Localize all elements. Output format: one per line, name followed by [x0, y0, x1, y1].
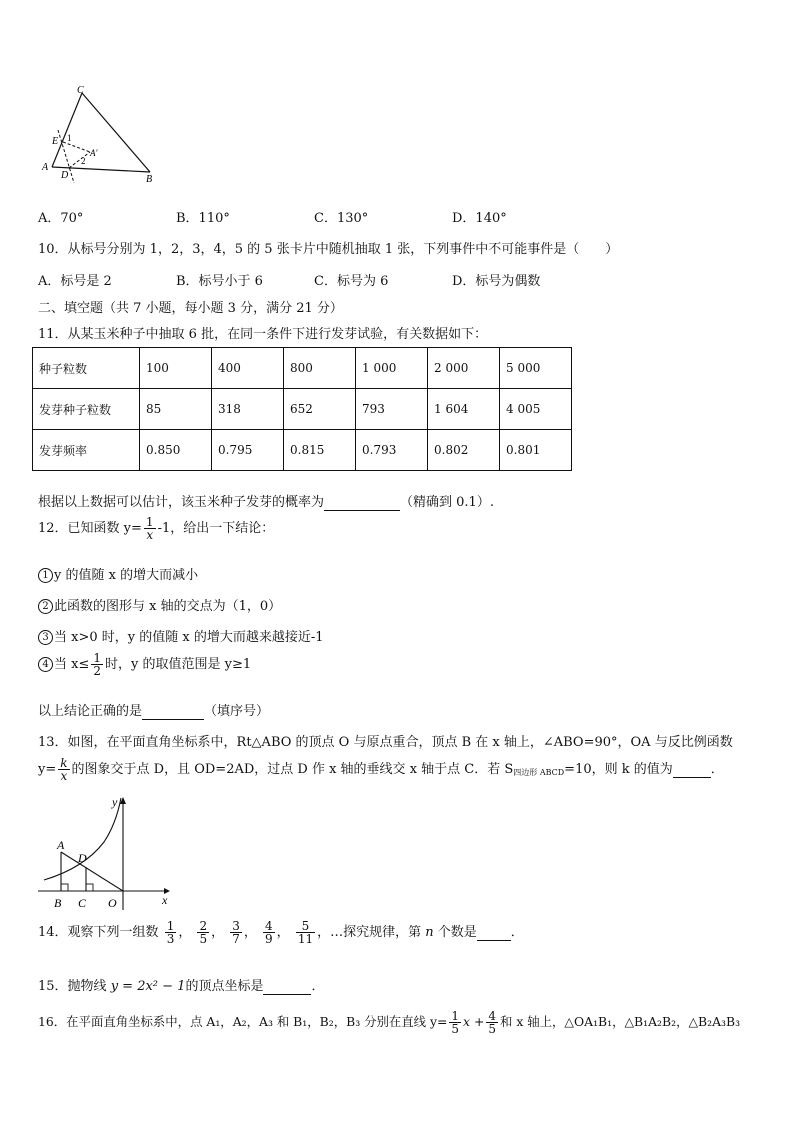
q10-option-c[interactable]: C．标号为 6 [314, 274, 389, 289]
table-cell: 652 [284, 389, 356, 430]
q15-answer-blank[interactable] [263, 979, 311, 995]
table-cell: 2 000 [428, 348, 500, 389]
fraction-numerator: 1 [145, 515, 154, 529]
q16-x-plus: x + [463, 1014, 485, 1029]
q14-text-mid: ，…探究规律，第 [317, 925, 422, 940]
q16-fraction-1 [449, 1010, 461, 1035]
q10-option-d[interactable]: D．标号为偶数 [452, 274, 541, 289]
table-cell: 100 [140, 348, 212, 389]
q12-conclusion-1 [38, 564, 198, 583]
side-ca [52, 93, 82, 167]
table-cell: 0.815 [284, 430, 356, 471]
q13-line-1: 13．如图，在平面直角坐标系中，Rt△ABO 的顶点 O 与原点重合，顶点 B 在 x 轴上，∠ABO=90°，OA 与反比例函数 [38, 735, 733, 750]
fraction-numerator: 1 [93, 651, 101, 665]
q15-line [38, 975, 324, 995]
label-a: A [57, 838, 65, 852]
fraction-denominator: x [146, 528, 154, 542]
label-o: O [108, 896, 117, 910]
q12-conclusion-3 [38, 626, 324, 645]
label-b: B [54, 896, 62, 910]
fraction-denominator: 3 [166, 932, 175, 946]
fold-ea-prime [63, 142, 90, 152]
circled-number: 4 [38, 657, 53, 672]
label-angle-1: 1 [67, 133, 72, 143]
q14-fraction [263, 920, 275, 945]
q12-stem-text-end: -1，给出一下结论： [157, 521, 275, 536]
q12-answer-line [38, 700, 269, 720]
fraction-denominator: 5 [199, 932, 208, 946]
table-cell: 4 005 [500, 389, 572, 430]
table-row [33, 389, 572, 430]
q13-text-mid: 的图象交于点 D，且 OD=2AD，过点 D 作 x 轴的垂线交 x 轴于点 C．若 S [71, 762, 514, 777]
label-a: A [42, 162, 49, 173]
q15-formula: y = 2x² − 1 [110, 979, 186, 994]
q16-line [38, 1010, 740, 1035]
side-cb [82, 93, 150, 172]
q16-text: 16．在平面直角坐标系中，点 A₁，A₂，A₃ 和 B₁，B₂，B₃ 分别在直线 y= [38, 1014, 448, 1029]
conclusion-text-end: 时，y 的取值范围是 y≥1 [105, 657, 252, 672]
q9-option-a[interactable]: A．70° [38, 211, 84, 226]
table-row [33, 430, 572, 471]
fraction-numerator: k [60, 756, 68, 770]
q14-answer-blank[interactable] [477, 925, 511, 941]
label-y: y [112, 795, 118, 809]
table-cell: 0.850 [140, 430, 212, 471]
fraction-numerator: 2 [199, 919, 208, 933]
conclusion-text: 当 x>0 时，y 的值随 x 的增大而越来越接近-1 [54, 630, 324, 645]
right-angle-b [61, 884, 68, 891]
fraction-numerator: 3 [232, 919, 240, 933]
table-cell: 793 [356, 389, 428, 430]
label-d: D [61, 170, 69, 181]
triangle-figure [38, 84, 158, 186]
label-c: C [78, 896, 87, 910]
fraction-denominator: x [60, 769, 68, 783]
q11-answer-blank[interactable] [324, 495, 400, 511]
q14-text-post: 个数是 [437, 925, 477, 940]
fraction-numerator: 4 [265, 919, 273, 933]
table-cell: 0.793 [356, 430, 428, 471]
label-x: x [162, 893, 168, 907]
q9-option-d[interactable]: D．140° [452, 211, 507, 226]
q13-line-2 [38, 757, 724, 782]
table-cell: 0.801 [500, 430, 572, 471]
section-title: 二、填空题（共 7 小题，每小题 3 分，满分 21 分） [38, 301, 343, 316]
fraction-numerator: 4 [488, 1009, 496, 1023]
q12-conclusion-2 [38, 595, 281, 614]
q9-option-b[interactable]: B．110° [176, 211, 230, 226]
q16-text-post: 和 x 轴上，△OA₁B₁，△B₁A₂B₂，△B₂A₃B₃ [500, 1014, 741, 1029]
fraction-denominator: 11 [297, 932, 314, 946]
table-cell: 1 604 [428, 389, 500, 430]
q14-fraction [197, 920, 209, 945]
q12-c4-fraction [91, 652, 103, 677]
segment-ao [61, 852, 123, 891]
q15-text-end: ． [311, 979, 325, 994]
q14-fraction [165, 920, 177, 945]
table-cell: 400 [212, 348, 284, 389]
q12-fraction [144, 516, 156, 541]
q11-answer-text: 根据以上数据可以估计，该玉米种子发芽的概率为 [38, 495, 325, 510]
q12-stem-text: 12．已知函数 y= [38, 521, 142, 536]
hyperbola-curve [44, 798, 121, 880]
q14-variable-n: n [425, 925, 434, 940]
coordinate-figure [34, 792, 182, 912]
q11-answer-line [38, 491, 494, 511]
fraction-denominator: 5 [488, 1022, 496, 1036]
q14-line: 14．观察下列一组数 $\frac{1}{3}$ ， $\frac{2}{5}$ ， $\frac{3}{7}$ ， $\frac{4}{9}$ ， $\frac{5}{11}$ ，…探究规律，第 n 个数是 ． [38, 919, 524, 946]
q9-option-c[interactable]: C．130° [314, 211, 369, 226]
q13-answer-blank[interactable] [673, 762, 711, 778]
q15-text-mid: 的顶点坐标是 [185, 979, 264, 994]
label-a-prime: A′ [90, 148, 98, 158]
q14-text-end: ． [510, 925, 524, 940]
table-cell: 800 [284, 348, 356, 389]
q13-subscript: 四边形 ABCD [513, 768, 565, 777]
circled-number: 3 [38, 630, 53, 645]
table-cell: 种子粒数 [33, 348, 140, 389]
q12-answer-blank[interactable] [142, 704, 204, 720]
germination-table [32, 347, 572, 471]
conclusion-text: y 的值随 x 的增大而减小 [54, 568, 199, 583]
circled-number: 2 [38, 599, 53, 614]
q12-answer-text: 以上结论正确的是 [38, 704, 143, 719]
q13-text-post: =10，则 k 的值为 [564, 762, 673, 777]
fraction-numerator: 5 [296, 920, 315, 933]
table-cell: 发芽种子粒数 [33, 389, 140, 430]
q12-stem [38, 516, 274, 541]
q11-answer-note: （精确到 0.1）. [400, 495, 494, 510]
q13-fraction [58, 757, 69, 782]
circled-number: 1 [38, 568, 53, 583]
q10-option-b[interactable]: B．标号小于 6 [176, 274, 263, 289]
table-cell: 318 [212, 389, 284, 430]
fraction-numerator: 1 [166, 919, 175, 933]
table-cell: 0.802 [428, 430, 500, 471]
conclusion-text: 此函数的图形与 x 轴的交点为（1，0） [54, 599, 282, 614]
q10-option-a[interactable]: A．标号是 2 [38, 274, 112, 289]
fold-da-prime [69, 152, 90, 168]
fraction-numerator: 1 [451, 1009, 460, 1023]
label-c: C [77, 85, 84, 96]
q14-fraction [296, 920, 315, 945]
table-cell: 1 000 [356, 348, 428, 389]
conclusion-text: 当 x≤ [54, 657, 90, 672]
label-angle-2: 2 [81, 156, 86, 166]
q13-text: y= [38, 762, 57, 777]
q14-fraction [230, 920, 242, 945]
q10-stem: 10．从标号分别为 1，2，3，4，5 的 5 张卡片中随机抽取 1 张，下列事件中不可能事件是（ ） [38, 242, 619, 257]
fraction-denominator: 2 [93, 664, 101, 678]
table-cell: 85 [140, 389, 212, 430]
q11-stem: 11．从某玉米种子中抽取 6 批，在同一条件下进行发芽试验，有关数据如下： [38, 327, 488, 342]
q12-conclusion-4 [38, 652, 251, 677]
fraction-denominator: 5 [451, 1022, 460, 1036]
right-angle-c [86, 884, 93, 891]
table-cell: 发芽频率 [33, 430, 140, 471]
label-b: B [146, 174, 153, 185]
q16-fraction-2 [486, 1010, 498, 1035]
label-e: E [52, 136, 59, 147]
table-row [33, 348, 572, 389]
q15-text: 15．抛物线 [38, 979, 107, 994]
table-cell: 5 000 [500, 348, 572, 389]
q12-answer-note: （填序号） [204, 704, 270, 719]
fraction-denominator: 9 [265, 932, 273, 946]
label-d: D [78, 851, 87, 865]
table-cell: 0.795 [212, 430, 284, 471]
q13-text-end: ． [710, 762, 724, 777]
q14-text: 14．观察下列一组数 [38, 925, 159, 940]
fraction-denominator: 7 [232, 932, 240, 946]
